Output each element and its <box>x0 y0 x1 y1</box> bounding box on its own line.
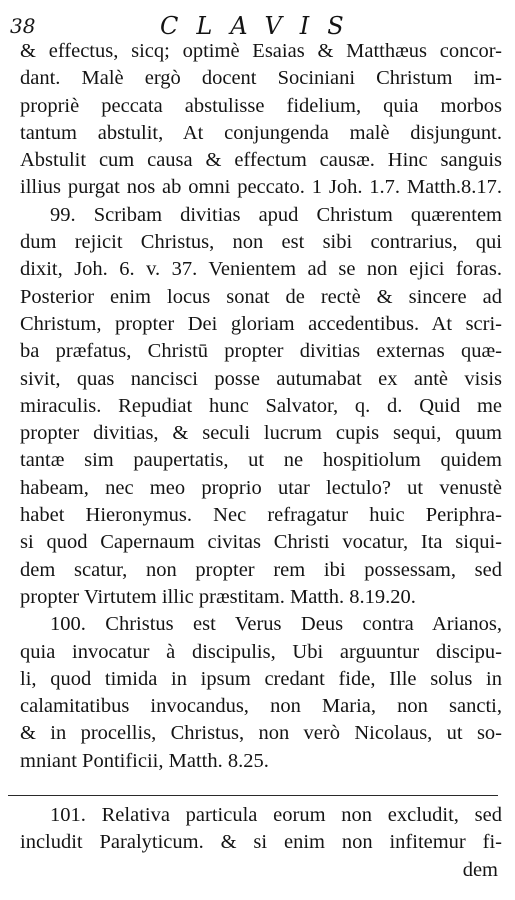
text-line: sivit, quas nancisci posse autumabat ex antè visis <box>20 367 502 390</box>
text-line: propter Virtutem illic præstitam. Matth. 8.19.20. <box>20 585 416 608</box>
paragraph-start-99: 99. Scribam divitias apud Christum quærentem <box>50 203 502 226</box>
text-line: includit Paralyticum. & si enim non infitemur fi- <box>20 831 502 854</box>
text-line: dum rejicit Christus, non est sibi contrarius, qui <box>20 231 502 254</box>
text-line: Christum, propter Dei gloriam accedentibus. At scri- <box>20 312 502 335</box>
text-line: habet Hieronymus. Nec refragatur huic Periphra- <box>20 504 502 527</box>
text-line: quia invocatur à discipulis, Ubi arguuntur discipu- <box>20 640 502 663</box>
catchword: dem <box>462 858 498 881</box>
text-line: li, quod timida in ipsum credant fide, Ille solus in <box>20 667 502 690</box>
text-line: Abstulit cum causa & effectum causæ. Hinc sanguis <box>20 149 502 172</box>
text-line: habeam, nec meo proprio utar lectulo? ut venustè <box>20 476 502 499</box>
running-title: CLAVIS <box>160 12 362 40</box>
text-line: & in procellis, Christus, non verò Nicolaus, ut so- <box>20 722 502 745</box>
page-number: 38 <box>10 14 36 38</box>
paragraph-start-101: 101. Relativa particula eorum non excludit, sed <box>50 804 502 827</box>
text-line: mniant Pontificii, Matth. 8.25. <box>20 749 269 772</box>
text-line: calamitatibus invocandus, non Maria, non sancti, <box>20 695 502 718</box>
text-line: propriè peccata abstulisse fidelium, quia morbos <box>20 94 502 117</box>
text-line: & effectus, sicq; optimè Esaias & Matthæus concor- <box>20 40 502 62</box>
page-header <box>0 6 515 42</box>
section-divider <box>8 781 498 796</box>
text-line: dixit, Joh. 6. v. 37. Venientem ad se non ejici foras. <box>20 258 502 281</box>
text-line: dem scatur, non propter rem ibi possessam, sed <box>20 558 502 581</box>
text-line: dant. Malè ergò docent Sociniani Christum im- <box>20 67 502 90</box>
text-line: illius purgat nos ab omni peccato. 1 Joh. 1.7. Matth.8.17. <box>20 176 502 199</box>
text-line: si quod Capernaum civitas Christi vocatur, Ita siqui- <box>20 531 502 554</box>
text-line: tantum abstulit, At conjungenda malè disjungunt. <box>20 121 502 144</box>
text-line: ba præfatus, Christū propter divitias externas quæ- <box>20 340 502 363</box>
page-body <box>20 38 502 884</box>
text-line: Posterior enim locus sonat de rectè & sincere ad <box>20 285 502 308</box>
text-line: tantæ sim paupertatis, ut ne hospitiolum quidem <box>20 449 502 472</box>
text-line: miraculis. Repudiat hunc Salvator, q. d. Quid me <box>20 394 502 417</box>
text-line: propter divitias, & seculi lucrum cupis sequi, quum <box>20 422 502 445</box>
paragraph-start-100: 100. Christus est Verus Deus contra Arianos, <box>50 613 502 636</box>
